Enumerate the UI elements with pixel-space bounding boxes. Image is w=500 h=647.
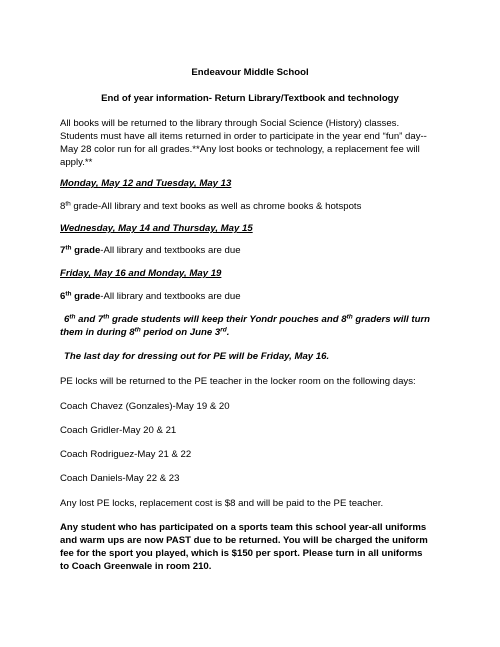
school-name: Endeavour Middle School — [191, 67, 309, 78]
pe-locks-intro: PE locks will be returned to the PE teacher in the locker room on the following days: — [60, 376, 416, 387]
yondr-notice-line: them in during 8th period on June 3rd. — [60, 326, 230, 338]
yondr-notice-line: 6th and 7th grade students will keep their Yondr pouches and 8th graders will turn — [64, 313, 431, 325]
grade-6-instructions: 6th grade-All library and textbooks are due — [60, 290, 241, 302]
document-title: End of year information- Return Library/Textbook and technology — [101, 93, 399, 104]
coach-schedule-item: Coach Rodriguez-May 21 & 22 — [60, 449, 192, 460]
coach-schedule-item: Coach Gridler-May 20 & 21 — [60, 425, 177, 436]
uniform-notice-line: fee for the sport you played, which is $150 per sport. Please turn in all uniforms — [60, 548, 423, 559]
intro-line: May 28 color run for all grades.**Any lost books or technology, a replacement fee will — [60, 144, 420, 155]
uniform-notice-line: and warm ups are now PAST due to be returned. You will be charged the uniform — [60, 535, 428, 546]
coach-schedule-item: Coach Daniels-May 22 & 23 — [60, 473, 180, 484]
intro-line: Students must have all items returned in order to participate in the year end “fun” day-- — [60, 131, 427, 142]
section-heading-7th: Wednesday, May 14 and Thursday, May 15 — [60, 223, 253, 234]
pe-last-day-notice: The last day for dressing out for PE will be Friday, May 16. — [64, 351, 330, 362]
uniform-notice-line: to Coach Greenwale in room 210. — [60, 561, 212, 572]
uniform-notice-line: Any student who has participated on a sports team this school year-all uniforms — [60, 522, 427, 533]
grade-8-instructions: 8th grade-All library and text books as well as chrome books & hotspots — [60, 200, 362, 212]
intro-line: apply.** — [60, 157, 93, 168]
coach-schedule-item: Coach Chavez (Gonzales)-May 19 & 20 — [60, 401, 230, 412]
lost-locks-notice: Any lost PE locks, replacement cost is $8 and will be paid to the PE teacher. — [60, 498, 384, 509]
section-heading-8th: Monday, May 12 and Tuesday, May 13 — [60, 178, 232, 189]
intro-line: All books will be returned to the library through Social Science (History) classes. — [60, 118, 400, 129]
grade-7-instructions: 7th grade-All library and textbooks are due — [60, 244, 241, 256]
section-heading-6th: Friday, May 16 and Monday, May 19 — [60, 268, 222, 279]
